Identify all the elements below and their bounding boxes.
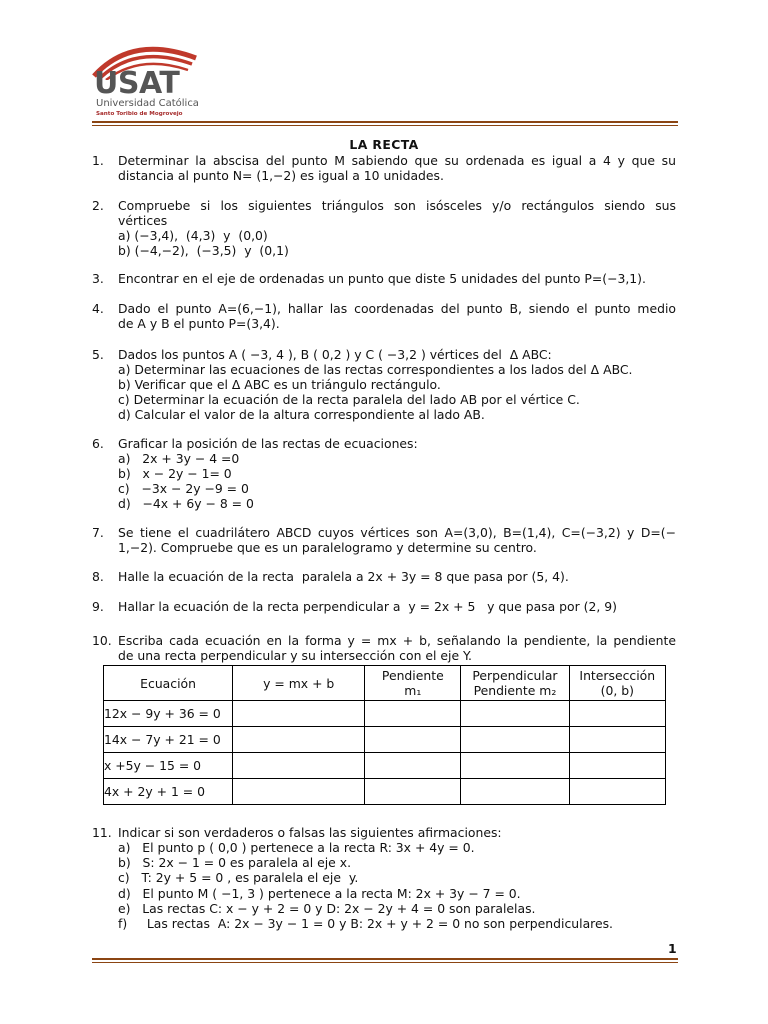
empty-cell — [461, 727, 569, 753]
problem-number: 10. — [92, 633, 112, 648]
equation-cell: x +5y − 15 = 0 — [104, 753, 233, 779]
logo-usat-text: USAT — [94, 66, 180, 101]
problem-text-line: 1,−2). Compruebe que es un paralelogramo y determine su centro. — [118, 540, 537, 555]
problem-text-line: Escriba cada ecuación en la forma y = mx + b, señalando la pendiente, la pendiente — [118, 633, 676, 648]
table-body — [104, 701, 666, 805]
problem-text-line: Compruebe si los siguientes triángulos son isósceles y/o rectángulos siendo sus — [118, 198, 676, 213]
problem-number: 5. — [92, 347, 104, 362]
equation-table — [103, 665, 666, 805]
equation-cell: 4x + 2y + 1 = 0 — [104, 779, 233, 805]
problem-text-line: c) Determinar la ecuación de la recta paralela del lado AB por el vértice C. — [118, 392, 580, 407]
empty-cell — [461, 753, 569, 779]
table-header-cell: Intersección (0, b) — [569, 666, 665, 701]
empty-cell — [569, 701, 665, 727]
problem-number: 8. — [92, 569, 104, 584]
problem-text-line: d) Calcular el valor de la altura correspondiente al lado AB. — [118, 407, 485, 422]
table-header-cell: y = mx + b — [233, 666, 365, 701]
problem-number: 11. — [92, 825, 112, 840]
empty-cell — [233, 779, 365, 805]
usat-logo — [92, 40, 202, 120]
problem-number: 3. — [92, 271, 104, 286]
problem-text-line: Halle la ecuación de la recta paralela a 2x + 3y = 8 que pasa por (5, 4). — [118, 569, 569, 584]
problem-number: 1. — [92, 153, 104, 168]
table-row — [104, 779, 666, 805]
empty-cell — [569, 753, 665, 779]
equation-cell: 14x − 7y + 21 = 0 — [104, 727, 233, 753]
empty-cell — [233, 701, 365, 727]
problem-text-line: Dado el punto A=(6,−1), hallar las coordenadas del punto B, siendo el punto medio — [118, 301, 676, 316]
footer-rule-thin — [92, 962, 678, 963]
page-title: LA RECTA — [349, 137, 419, 152]
problem-text-line: Se tiene el cuadrilátero ABCD cuyos vértices son A=(3,0), B=(1,4), C=(−3,2) y D=(− — [118, 525, 676, 540]
empty-cell — [365, 753, 461, 779]
problem-text-line: Determinar la abscisa del punto M sabiendo que su ordenada es igual a 4 y que su — [118, 153, 676, 168]
problem-text-line: c) −3x − 2y −9 = 0 — [118, 481, 249, 496]
problem-number: 9. — [92, 599, 104, 614]
equation-cell: 12x − 9y + 36 = 0 — [104, 701, 233, 727]
problem-text-line: d) −4x + 6y − 8 = 0 — [118, 496, 254, 511]
empty-cell — [365, 727, 461, 753]
problem-text-line: Encontrar en el eje de ordenadas un punto que diste 5 unidades del punto P=(−3,1). — [118, 271, 646, 286]
header-rule-thin — [92, 125, 678, 126]
statement-item: c) T: 2y + 5 = 0 , es paralela el eje y. — [118, 870, 359, 886]
empty-cell — [233, 727, 365, 753]
problem-text-line: Hallar la ecuación de la recta perpendicular a y = 2x + 5 y que pasa por (2, 9) — [118, 599, 617, 614]
problem-text-line: vértices — [118, 213, 168, 228]
problem-number: 2. — [92, 198, 104, 213]
empty-cell — [233, 753, 365, 779]
page-number: 1 — [668, 941, 677, 956]
table-row — [104, 727, 666, 753]
table-header-cell: Perpendicular Pendiente m₂ — [461, 666, 569, 701]
problem-number: 6. — [92, 436, 104, 451]
table-header-row — [104, 666, 666, 701]
problem-text-line: b) Verificar que el Δ ABC es un triángulo rectángulo. — [118, 377, 441, 392]
logo-subname-text: Santo Toribio de Mogrovejo — [96, 111, 183, 117]
problem-text-line: a) Determinar las ecuaciones de las rectas correspondientes a los lados del Δ ABC. — [118, 362, 633, 377]
empty-cell — [461, 701, 569, 727]
statement-item: f) Las rectas A: 2x − 3y − 1 = 0 y B: 2x + y + 2 = 0 no son perpendiculares. — [118, 916, 613, 931]
problem-number: 7. — [92, 525, 104, 540]
empty-cell — [461, 779, 569, 805]
problem-text-line: b) (−4,−2), (−3,5) y (0,1) — [118, 243, 289, 258]
problem-text-line: Indicar si son verdaderos o falsas las siguientes afirmaciones: — [118, 825, 502, 840]
problem-text-line: de A y B el punto P=(3,4). — [118, 316, 280, 331]
empty-cell — [569, 779, 665, 805]
problem-text-line: Dados los puntos A ( −3, 4 ), B ( 0,2 ) y C ( −3,2 ) vértices del Δ ABC: — [118, 347, 552, 362]
table-row — [104, 753, 666, 779]
empty-cell — [365, 779, 461, 805]
problem-text-line: a) (−3,4), (4,3) y (0,0) — [118, 228, 268, 243]
statement-item: b) S: 2x − 1 = 0 es paralela al eje x. — [118, 855, 352, 871]
header-rule — [92, 121, 678, 123]
problem-text-line: b) x − 2y − 1= 0 — [118, 466, 232, 481]
table-row — [104, 701, 666, 727]
table-header-cell: Ecuación — [104, 666, 233, 701]
empty-cell — [569, 727, 665, 753]
problem-text-line: distancia al punto N= (1,−2) es igual a 10 unidades. — [118, 168, 444, 183]
footer-rule — [92, 958, 678, 960]
problem-text-line: Graficar la posición de las rectas de ecuaciones: — [118, 436, 418, 451]
statement-item: e) Las rectas C: x − y + 2 = 0 y D: 2x − 2y + 4 = 0 son paralelas. — [118, 900, 536, 916]
problem-text-line: a) 2x + 3y − 4 =0 — [118, 451, 240, 466]
statement-item: a) El punto p ( 0,0 ) pertenece a la recta R: 3x + 4y = 0. — [118, 840, 475, 855]
table-header-cell: Pendiente m₁ — [365, 666, 461, 701]
logo-university-text: Universidad Católica — [96, 98, 199, 109]
problem-number: 4. — [92, 301, 104, 316]
problem-text-line: de una recta perpendicular y su intersección con el eje Y. — [118, 648, 472, 663]
empty-cell — [365, 701, 461, 727]
statement-item: d) El punto M ( −1, 3 ) pertenece a la recta M: 2x + 3y − 7 = 0. — [118, 885, 521, 901]
